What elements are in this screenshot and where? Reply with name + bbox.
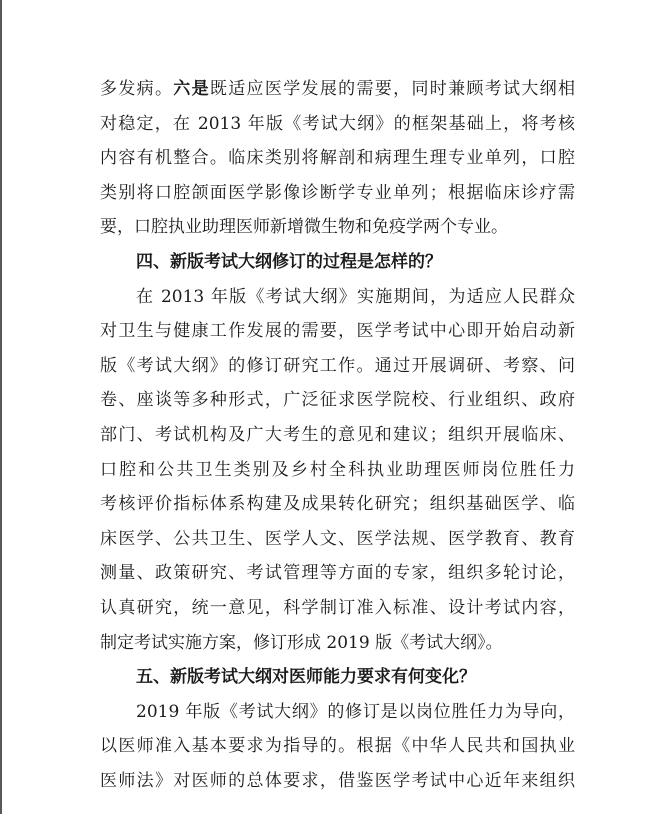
text-line: 部门、考试机构及广大考生的意见和建议；组织开展临床、	[100, 424, 575, 445]
text-line: 在 2013 年版《考试大纲》实施期间，为适应人民群众	[136, 286, 575, 307]
text-line: 版《考试大纲》的修订研究工作。通过开展调研、考察、问	[100, 355, 575, 376]
section-heading-5: 五、新版考试大纲对医师能力要求有何变化？	[136, 667, 476, 688]
text-line: 口腔和公共卫生类别及乡村全科执业助理医师岗位胜任力	[100, 459, 575, 480]
text-line: 类别将口腔颌面医学影像诊断学专业单列；根据临床诊疗需	[100, 182, 575, 203]
text-line: 认真研究，统一意见，科学制订准入标准、设计考试内容，	[100, 597, 575, 618]
text-line: 2019 年版《考试大纲》的修订是以岗位胜任力为导向，	[136, 701, 575, 722]
text-line: 床医学、公共卫生、医学人文、医学法规、医学教育、教育	[100, 528, 575, 549]
section-heading-4: 四、新版考试大纲修订的过程是怎样的？	[136, 251, 442, 272]
document-page	[100, 72, 575, 798]
text-line: 以医师准入基本要求为指导的。根据《中华人民共和国执业	[100, 736, 575, 757]
page-left-border	[0, 0, 2, 814]
text-line: 多发病。六是既适应医学发展的需要，同时兼顾考试大纲相	[100, 79, 575, 99]
text-line: 制定考试实施方案，修订形成 2019 版《考试大纲》。	[100, 632, 503, 653]
text-line: 要，口腔执业助理医师新增微生物和免疫学两个专业。	[100, 217, 508, 238]
text-line: 卷、座谈等多种形式，广泛征求医学院校、行业组织、政府	[100, 390, 575, 411]
text-line: 对稳定，在 2013 年版《考试大纲》的框架基础上，将考核	[100, 113, 575, 134]
text-line: 测量、政策研究、考试管理等方面的专家，组织多轮讨论，	[100, 563, 575, 584]
text-line: 对卫生与健康工作发展的需要，医学考试中心即开始启动新	[100, 321, 575, 342]
text-line: 内容有机整合。临床类别将解剖和病理生理专业单列，口腔	[100, 148, 575, 169]
text-line: 医师法》对医师的总体要求，借鉴医学考试中心近年来组织	[100, 770, 575, 791]
text-line: 考核评价指标体系构建及成果转化研究；组织基础医学、临	[100, 494, 575, 515]
emphasis-text: 六是	[173, 79, 210, 99]
